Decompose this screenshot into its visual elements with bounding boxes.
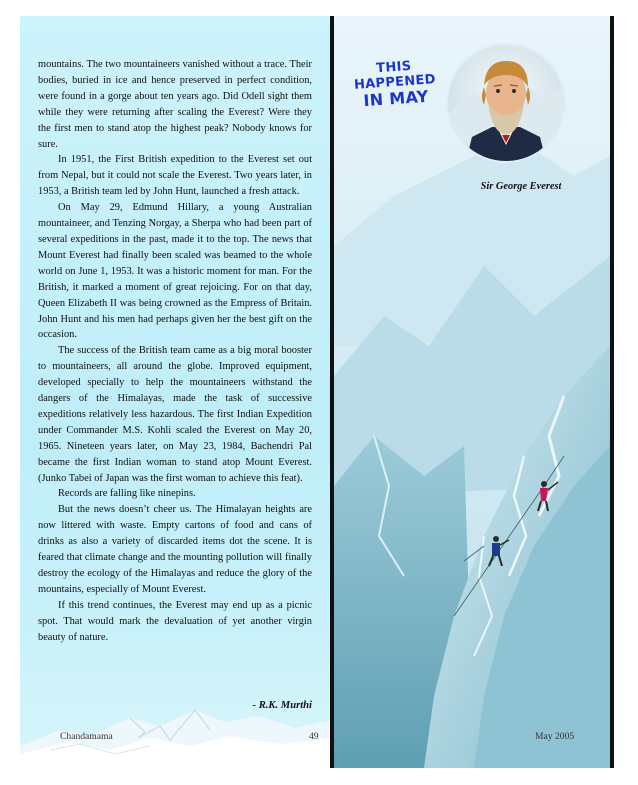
snowy-mountain-illustration — [20, 658, 330, 768]
article-paragraph: On May 29, Edmund Hillary, a young Australian mountaineer, and Tenzing Norgay, a Sherpa who had been part of several expeditions in the past, made it to the top. The news that Mount Everest had finally been scaled was beamed to the whole world on June 1, 1953. It was a historic moment for man. For the British, it marked a moment of great rejoicing. For on that day, Queen Elizabeth II was being crowned as the Empress of Britain. John Hunt and his men had perhaps given her the best gift on the occasion. — [38, 202, 312, 341]
portrait-caption: Sir George Everest — [480, 181, 562, 192]
article-paragraph: mountains. The two mountaineers vanished without a trace. Their bodies, buried in ice and hence preserved in perfect condition, were found in a gorge about ten years ago. Did Odell sight them while they were returning after scaling the Everest? Were they the first men to stand atop the highest peak? Nobody knows for sure. — [38, 59, 312, 150]
footer-page-number: 49 — [309, 731, 319, 742]
footer-issue-date: May 2005 — [535, 731, 575, 742]
headline-line-2: IN MAY — [362, 86, 430, 111]
article-paragraph: But the news doesn’t cheer us. The Himalayan heights are now littered with waste. Empty cartons of food and cans of drinks as also a variety of discarded items dot the scene. It is feared that climate change and the mounting pollution will finally destroy the ecology of the Himalayas and reduce the glory of the mountains, especially of Mount Everest. — [38, 504, 312, 595]
footer-magazine-name: Chandamama — [60, 731, 113, 742]
article-paragraph: In 1951, the First British expedition to the Everest set out from Nepal, but it could not scale the Everest. Two years later, in 1953, a British team led by John Hunt, launched a fresh attack. — [38, 154, 312, 198]
person-portrait-icon — [448, 45, 564, 161]
page-edge-border — [610, 16, 614, 768]
article-paragraph: Records are falling like ninepins. — [58, 488, 196, 500]
author-byline: - R.K. Murthi — [252, 700, 312, 711]
headline-line-1: THIS HAPPENED — [353, 58, 437, 93]
portrait-illustration — [448, 45, 564, 161]
section-headline — [338, 56, 451, 112]
column-divider — [330, 16, 334, 768]
article-paragraph: The success of the British team came as a big moral booster to mountaineers, all around the globe. Improved equipment, developed specially to help the mountaineers withstand the dangers of the Himalayas, made the task of successive expeditions relatively less hazardous. The first Indian Expedition under Commander M.S. Kohli scaled the Everest on May 20, 1965. Nineteen years later, on May 23, 1984, Bachendri Pal became the first Indian woman to stand atop Mount Everest. (Junko Tabei of Japan was the first woman to achieve this feat). — [38, 345, 312, 484]
article-body — [38, 57, 312, 646]
article-paragraph: If this trend continues, the Everest may end up as a picnic spot. That would mark the devaluation of yet another virgin beauty of nature. — [38, 599, 312, 643]
